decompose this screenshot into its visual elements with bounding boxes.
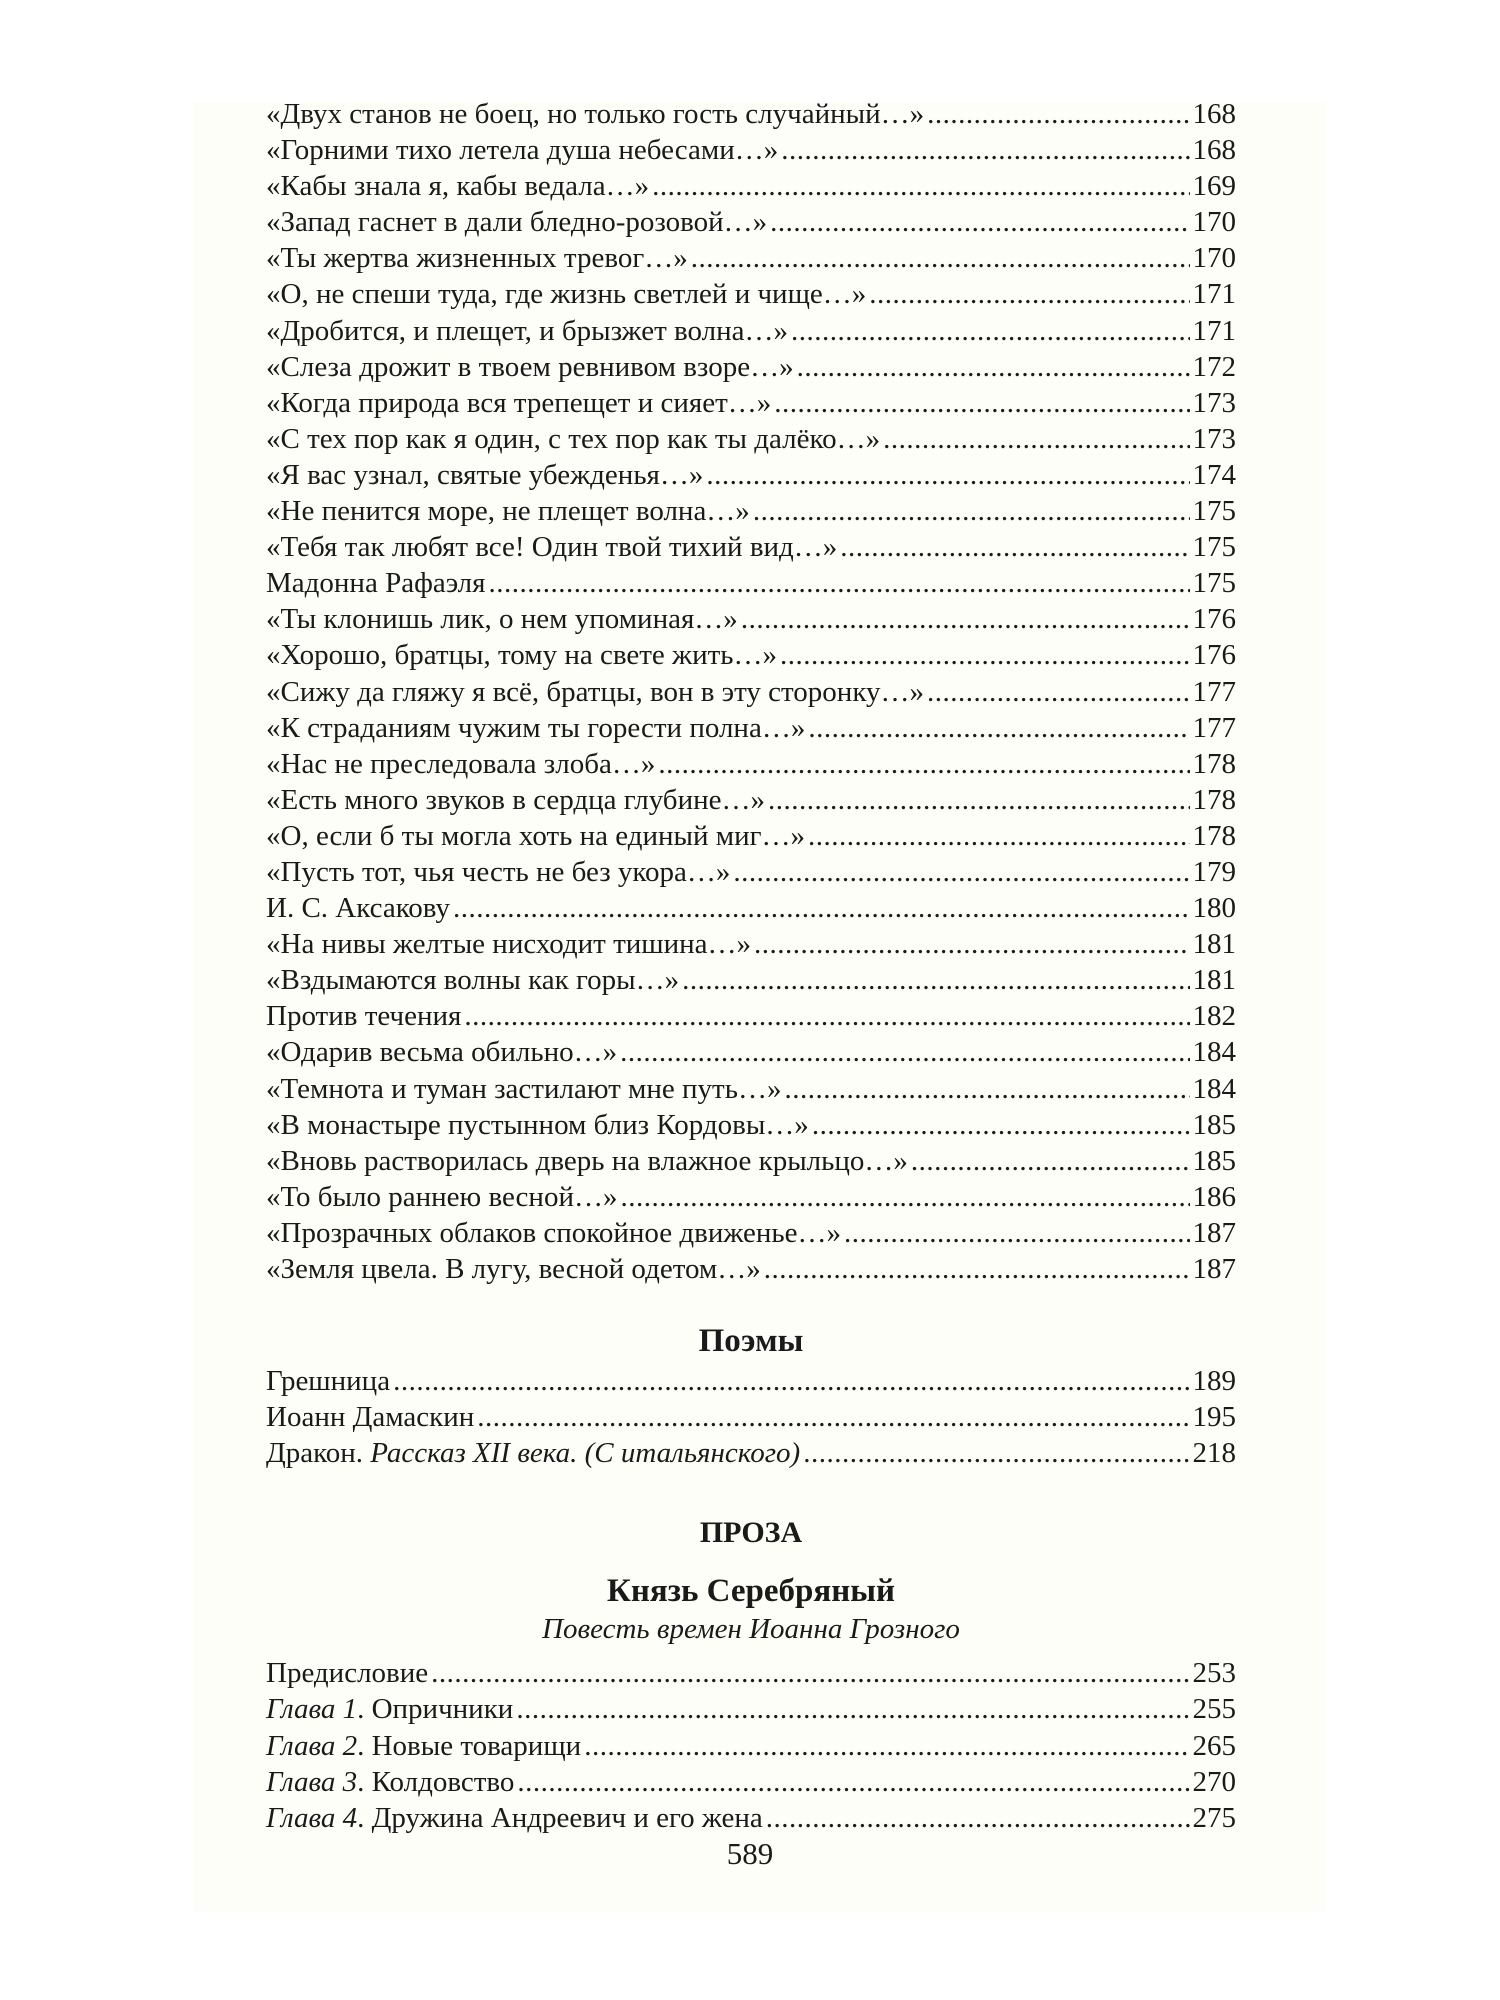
toc-entry-page: 176 — [1192, 639, 1236, 672]
toc-entry-title: «Кабы знала я, кабы ведала…» — [266, 170, 650, 203]
toc-entry-page: 177 — [1192, 711, 1236, 744]
toc-entry-page: 170 — [1192, 242, 1236, 275]
leader-dots — [768, 782, 1190, 818]
toc-entry — [266, 1179, 1236, 1215]
toc-entry-page: 173 — [1192, 386, 1236, 419]
toc-entry-title: Против течения — [266, 1000, 462, 1033]
toc-entry — [266, 710, 1236, 746]
toc-entry — [266, 529, 1236, 565]
poem-title: Дракон. — [266, 1437, 371, 1470]
toc-entry-title: «О, если б ты могла хоть на единый миг…» — [266, 819, 806, 852]
toc-entry — [266, 782, 1236, 818]
chapter-label: Глава 2 — [266, 1729, 358, 1762]
toc-entry-page: 174 — [1192, 458, 1236, 491]
poem-title: Иоанн Дамаскин — [266, 1401, 475, 1434]
toc-entry-title: «Одарив весьма обильно…» — [266, 1036, 618, 1069]
toc-entry-page: 168 — [1192, 134, 1236, 167]
toc-entry — [266, 962, 1236, 998]
toc-entry — [266, 204, 1236, 240]
toc-entry — [266, 1691, 1236, 1727]
toc-entry-title: «Нас не преследовала злоба…» — [266, 747, 656, 780]
leader-dots — [753, 493, 1190, 529]
poems-list — [266, 1363, 1236, 1471]
toc-entry-page: 178 — [1192, 783, 1236, 816]
toc-entry-page: 181 — [1192, 964, 1236, 997]
toc-entry-page: 168 — [1192, 98, 1236, 130]
toc-entry-title: «Ты жертва жизненных тревог…» — [266, 242, 688, 275]
toc-entry — [266, 890, 1236, 926]
leader-dots — [808, 710, 1189, 746]
novel-subtitle: Повесть времен Иоанна Грозного — [542, 1613, 960, 1646]
toc-entry — [266, 1071, 1236, 1107]
leader-dots — [812, 1107, 1190, 1143]
leader-dots — [770, 204, 1189, 240]
toc-entry-title: «К страданиям чужим ты горести полна…» — [266, 711, 806, 744]
toc-entry-title: «Когда природа вся трепещет и сияет…» — [266, 386, 772, 419]
toc-entry — [266, 457, 1236, 493]
toc-entry-page: 182 — [1192, 1000, 1236, 1033]
toc-entry-page: 184 — [1192, 1072, 1236, 1105]
toc-entry — [266, 998, 1236, 1034]
leader-dots — [393, 1363, 1189, 1399]
toc-entry-page: 172 — [1192, 350, 1236, 383]
leader-dots — [431, 1655, 1189, 1691]
toc-entry — [266, 1399, 1236, 1435]
toc-entry — [266, 818, 1236, 854]
toc-entry — [266, 601, 1236, 637]
toc-entry-page: 186 — [1192, 1180, 1236, 1213]
toc-entry — [266, 96, 1236, 132]
toc-entry — [266, 132, 1236, 168]
leader-dots — [620, 1034, 1189, 1070]
toc-entry-title: Мадонна Рафаэля — [266, 567, 486, 600]
toc-entry-title: «Тебя так любят все! Один твой тихий вид…» — [266, 531, 838, 564]
toc-entry-page: 184 — [1192, 1036, 1236, 1069]
toc-entry — [266, 1107, 1236, 1143]
leader-dots — [844, 1215, 1189, 1251]
poems-heading: Поэмы — [698, 1323, 804, 1360]
leader-dots — [652, 168, 1189, 204]
toc-entry — [266, 1764, 1236, 1800]
toc-entry-title — [266, 1655, 428, 1691]
toc-entry — [266, 349, 1236, 385]
poem-subtitle: Рассказ XII века. (С итальянского) — [370, 1437, 801, 1470]
leader-dots — [516, 1691, 1189, 1727]
toc-entry-page: 185 — [1192, 1108, 1236, 1141]
leader-dots — [682, 962, 1189, 998]
toc-entry-page: 265 — [1192, 1729, 1236, 1762]
leader-dots — [488, 565, 1189, 601]
toc-entry — [266, 1034, 1236, 1070]
leader-dots — [774, 385, 1189, 421]
poem-title: Грешница — [266, 1365, 391, 1398]
toc-entry-title: И. С. Аксакову — [266, 892, 451, 925]
toc-entry — [266, 1435, 1236, 1471]
toc-entry — [266, 1215, 1236, 1251]
toc-entry-page: 177 — [1192, 675, 1236, 708]
toc-entry-page: 255 — [1192, 1693, 1236, 1726]
leader-dots — [766, 1800, 1190, 1836]
toc-entry — [266, 385, 1236, 421]
toc-entry-title: «Дробится, и плещет, и брызжет волна…» — [266, 314, 788, 347]
lyrics-list — [266, 96, 1236, 1287]
toc-entry — [266, 1251, 1236, 1287]
toc-entry-page: 275 — [1192, 1801, 1236, 1834]
toc-entry — [266, 1800, 1236, 1836]
toc-entry-page: 178 — [1192, 819, 1236, 852]
toc-entry-page: 218 — [1192, 1437, 1236, 1470]
toc-entry-title: «Запад гаснет в дали бледно-розовой…» — [266, 206, 768, 239]
toc-entry-title: «Темнота и туман застилают мне путь…» — [266, 1072, 782, 1105]
toc-entry-title: «С тех пор как я один, с тех пор как ты далёко…» — [266, 422, 881, 455]
toc-entry — [266, 240, 1236, 276]
chapters-list — [266, 1655, 1236, 1835]
leader-dots — [780, 637, 1190, 673]
leader-dots — [658, 746, 1189, 782]
toc-entry-page: 173 — [1192, 422, 1236, 455]
leader-dots — [517, 1764, 1189, 1800]
toc-entry — [266, 1728, 1236, 1764]
toc-entry — [266, 637, 1236, 673]
toc-entry-title: «То было раннею весной…» — [266, 1180, 618, 1213]
toc-entry-page: 175 — [1192, 567, 1236, 600]
leader-dots — [803, 1435, 1189, 1471]
leader-dots — [927, 96, 1189, 132]
leader-dots — [911, 1143, 1190, 1179]
toc-entry-title — [266, 1435, 800, 1471]
toc-entry — [266, 313, 1236, 349]
toc-entry-title: «Сижу да гляжу я всё, братцы, вон в эту сторонку…» — [266, 675, 925, 708]
toc-entry-title: «Хорошо, братцы, тому на свете жить…» — [266, 639, 777, 672]
toc-entry — [266, 1143, 1236, 1179]
leader-dots — [840, 529, 1189, 565]
chapter-title: . Новые товарищи — [357, 1729, 582, 1762]
prose-heading: ПРОЗА — [699, 1516, 803, 1550]
leader-dots — [741, 601, 1190, 637]
toc-entry-title: «Слеза дрожит в твоем ревнивом взоре…» — [266, 350, 794, 383]
toc-entry-title: «Горними тихо летела душа небесами…» — [266, 134, 779, 167]
chapter-label: Глава 1 — [266, 1693, 358, 1726]
leader-dots — [797, 349, 1190, 385]
toc-entry-page: 253 — [1192, 1657, 1236, 1690]
leader-dots — [620, 1179, 1189, 1215]
toc-entry — [266, 276, 1236, 312]
toc-entry-page: 185 — [1192, 1144, 1236, 1177]
toc-entry-title: «Есть много звуков в сердца глубине…» — [266, 783, 765, 816]
chapter-title: . Дружина Андреевич и его жена — [357, 1801, 763, 1834]
toc-entry-page: 175 — [1192, 531, 1236, 564]
chapter-title: . Опричники — [357, 1693, 514, 1726]
toc-entry-title: «Двух станов не боец, но только гость случайный…» — [266, 98, 925, 130]
toc-entry-page: 170 — [1192, 206, 1236, 239]
toc-entry-page: 171 — [1192, 314, 1236, 347]
toc-entry-page: 176 — [1192, 603, 1236, 636]
toc-entry-title: «Прозрачных облаков спокойное движенье…» — [266, 1216, 842, 1249]
toc-entry-title: «Не пенится море, не плещет волна…» — [266, 495, 750, 528]
toc-entry-title — [266, 1363, 390, 1399]
page-number: 589 — [726, 1836, 774, 1871]
toc-entry-title — [266, 1764, 514, 1800]
toc-entry — [266, 168, 1236, 204]
toc-entry-title: «Ты клонишь лик, о нем упоминая…» — [266, 603, 738, 636]
toc-entry-page: 180 — [1192, 892, 1236, 925]
toc-entry-page: 169 — [1192, 170, 1236, 203]
leader-dots — [883, 421, 1189, 457]
toc-entry-title — [266, 1691, 513, 1727]
toc-entry — [266, 1655, 1236, 1691]
leader-dots — [733, 854, 1189, 890]
leader-dots — [808, 818, 1189, 854]
toc-entry — [266, 746, 1236, 782]
toc-entry-page: 195 — [1192, 1401, 1236, 1434]
toc-entry-page: 171 — [1192, 278, 1236, 311]
chapter-title: Предисловие — [266, 1657, 429, 1690]
toc-entry-title: «На нивы желтые нисходит тишина…» — [266, 928, 752, 961]
leader-dots — [584, 1728, 1189, 1764]
leader-dots — [464, 998, 1189, 1034]
toc-entry-page: 189 — [1192, 1365, 1236, 1398]
toc-entry-page: 175 — [1192, 495, 1236, 528]
toc-entry — [266, 926, 1236, 962]
leader-dots — [477, 1399, 1189, 1435]
toc-entry-page: 179 — [1192, 855, 1236, 888]
toc-entry-title: «Пусть тот, чья честь не без укора…» — [266, 855, 731, 888]
toc-entry-page: 187 — [1192, 1253, 1236, 1285]
toc-entry-title: «Вновь растворилась дверь на влажное крыльцо…» — [266, 1144, 908, 1177]
leader-dots — [927, 674, 1189, 710]
toc-entry — [266, 493, 1236, 529]
toc-entry-title — [266, 1800, 763, 1836]
toc-entry-title — [266, 1399, 474, 1435]
toc-entry — [266, 1363, 1236, 1399]
leader-dots — [764, 1251, 1190, 1287]
toc-entry-title: «В монастыре пустынном близ Кордовы…» — [266, 1108, 809, 1141]
toc-entry-title: «О, не спеши туда, где жизнь светлей и чище…» — [266, 278, 867, 311]
table-of-contents — [266, 96, 1236, 1836]
leader-dots — [784, 1071, 1189, 1107]
chapter-label: Глава 3 — [266, 1765, 358, 1798]
toc-entry — [266, 421, 1236, 457]
toc-entry-title: «Я вас узнал, святые убежденья…» — [266, 458, 704, 491]
toc-entry-title: «Вздымаются волны как горы…» — [266, 964, 680, 997]
leader-dots — [781, 132, 1189, 168]
leader-dots — [453, 890, 1189, 926]
chapter-label: Глава 4 — [266, 1801, 358, 1834]
leader-dots — [754, 926, 1189, 962]
toc-entry-page: 181 — [1192, 928, 1236, 961]
toc-entry-title — [266, 1728, 581, 1764]
leader-dots — [691, 240, 1190, 276]
toc-entry-title: «Земля цвела. В лугу, весной одетом…» — [266, 1253, 761, 1285]
leader-dots — [706, 457, 1189, 493]
toc-entry-page: 178 — [1192, 747, 1236, 780]
leader-dots — [791, 313, 1190, 349]
toc-entry-page: 187 — [1192, 1216, 1236, 1249]
toc-entry — [266, 674, 1236, 710]
toc-entry-page: 270 — [1192, 1765, 1236, 1798]
novel-title: Князь Серебряный — [606, 1573, 896, 1610]
leader-dots — [869, 276, 1189, 312]
toc-entry — [266, 565, 1236, 601]
toc-entry — [266, 854, 1236, 890]
chapter-title: . Колдовство — [357, 1765, 515, 1798]
